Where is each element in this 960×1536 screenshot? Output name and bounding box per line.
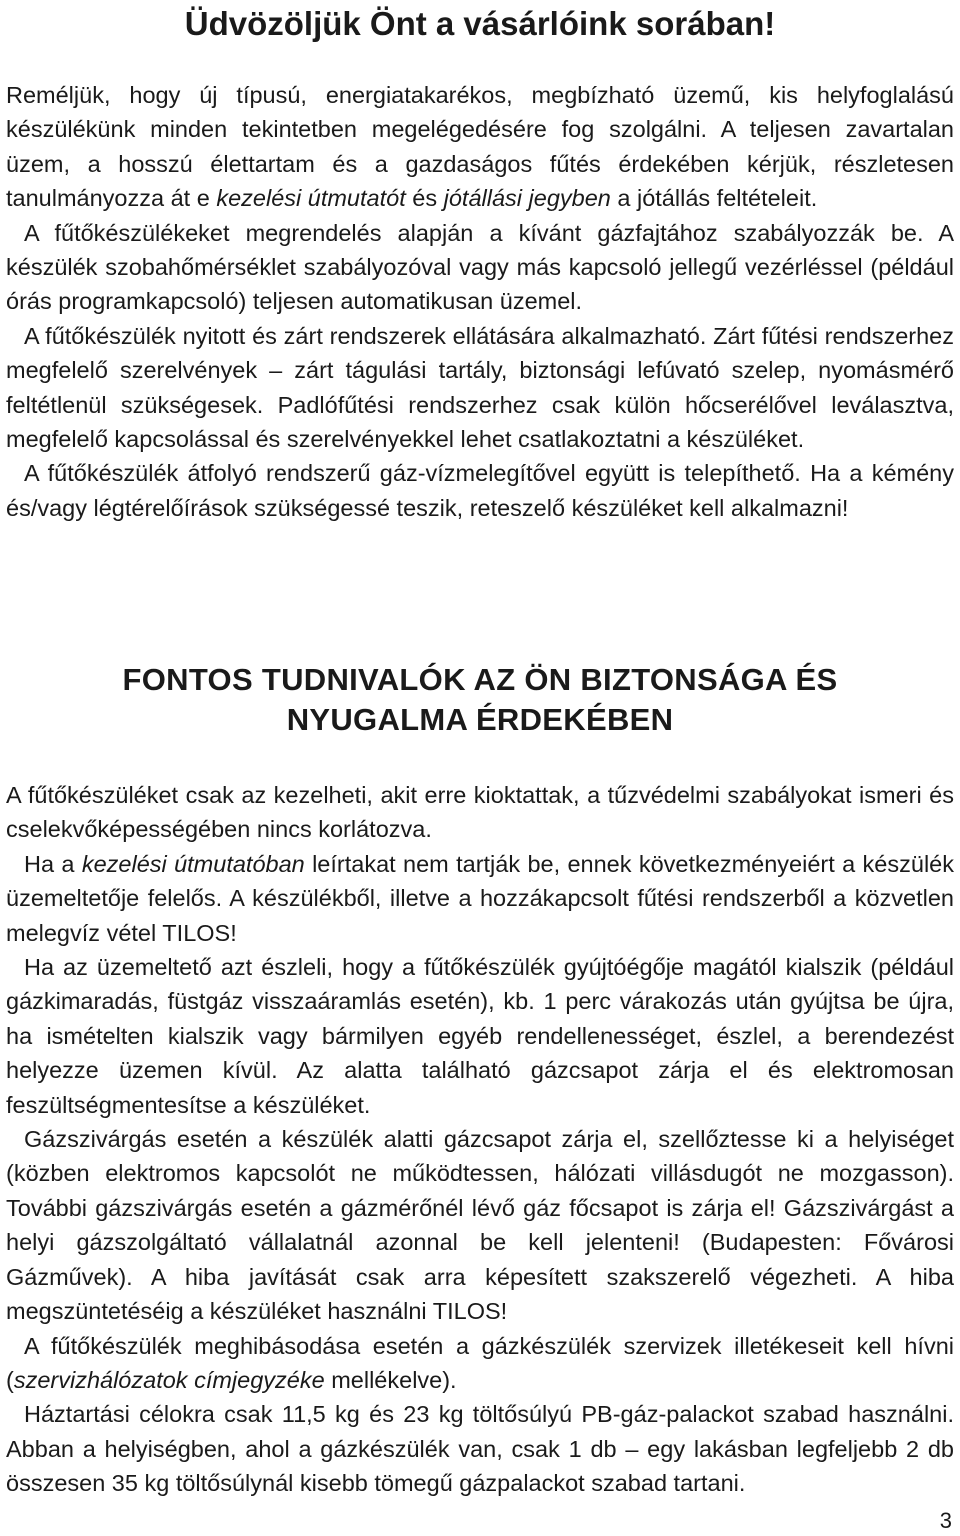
service-text-2: mellékelve).	[324, 1366, 457, 1393]
safety-paragraph-gas-leak: Gázszivárgás esetén a készülék alatti gázcsapot zárja el, szellőztesse ki a helyiséget (közben elektromos kapcsolót ne működtessen, hálózati villásdugót ne mozgasson). További gázszivárgás esetén a gázmérőnél lévő gáz főcsapot is zárja el! Gázszivárgást a helyi gázszolgáltató vállalatnál azonnal be kell jelenteni! (Budapesten: Fővárosi Gázművek). A hiba javítását csak arra képesített szakszerelő végezheti. A hiba megszüntetéséig a készüléket használni TILOS!	[6, 1126, 954, 1325]
safety-paragraph-liability	[6, 847, 954, 950]
manual-reference-2: kezelési útmutatóban	[81, 850, 305, 877]
intro-text-1: Reméljük, hogy új típusú, energiatakarékos, megbízható üzemű, kis helyfoglalású készülékünk minden tekintetben megelégedésére fog szolgálni. A teljesen zavartalan üzem, a hosszú élettartam és a gazdaságos fűtés érdekében kérjük, részletesen tanulmányozza át e	[6, 82, 954, 212]
page-number: 3	[939, 1508, 952, 1533]
manual-reference: kezelési útmutatót	[216, 185, 406, 212]
intro-text-3: a jótállás feltételeit.	[610, 185, 818, 212]
service-directory-reference: szervizhálózatok címjegyzéke	[13, 1366, 325, 1393]
safety-paragraph-service	[6, 1329, 954, 1398]
intro-text-2: és	[405, 185, 444, 212]
intro-paragraph-water-heater: A fűtőkészülék átfolyó rendszerű gáz-vízmelegítővel együtt is telepíthető. Ha a kémény és/vagy légtérelőírások szükségessé teszik, reteszelő készüléket kell alkalmazni!	[6, 460, 954, 521]
safety-heading	[0, 660, 960, 740]
page-title: Üdvözöljük Önt a vásárlóink sorában!	[184, 5, 776, 42]
safety-paragraph-gas-cylinder: Háztartási célokra csak 11,5 kg és 23 kg töltősúlyú PB-gáz-palackot szabad használni. Abban a helyiségben, ahol a gázkészülék van, csak 1 db – egy lakásban legfeljebb 2 db összesen 35 kg töltősúlynál kisebb tömegű gázpalackot szabad tartani.	[6, 1401, 954, 1497]
service-text-1: A fűtőkészülék meghibásodása esetén a gázkészülék szervizek illetékeseit kell hívni (	[6, 1332, 954, 1393]
intro-paragraph-systems: A fűtőkészülék nyitott és zárt rendszerek ellátására alkalmazható. Zárt fűtési rendszerhez megfelelő szerelvények – zárt tágulási tartály, biztonsági lefúvató szelep, nyomásmérő feltétlenül szükségesek. Padlófűtési rendszerhez csak külön hőcserélővel leválasztva, megfelelő kapcsolással és szerelvényekkel lehet csatlakoztatni a készüléket.	[6, 322, 954, 453]
safety-heading-line-2: NYUGALMA ÉRDEKÉBEN	[286, 702, 674, 737]
safety-paragraph-operator: A fűtőkészüléket csak az kezelheti, akit erre kioktattak, a tűzvédelmi szabályokat ismeri és cselekvőképességében nincs korlátozva.	[6, 782, 954, 843]
safety-section	[6, 778, 954, 1501]
intro-section	[6, 78, 954, 525]
liability-text-2: leírtakat nem tartják be, ennek következményeiért a készülék üzemeltetője felelős. A készülékből, illetve a hozzákapcsolt fűtési rendszerből a közvetlen melegvíz vétel TILOS!	[6, 850, 954, 946]
safety-heading-line-1: FONTOS TUDNIVALÓK AZ ÖN BIZTONSÁGA ÉS	[122, 662, 838, 697]
safety-paragraph-pilot-flame: Ha az üzemeltető azt észleli, hogy a fűtőkészülék gyújtóégője magától kialszik (például gázkimaradás, füstgáz visszaáramlás esetén), kb. 1 perc várakozás után gyújtsa be újra, ha ismételten kialszik vagy bármilyen egyéb rendellenességet, észlel, a berendezést helyezze üzemen kívül. Az alatta található gázcsapot zárja el és elektromosan feszültségmentesítse a készüléket.	[6, 954, 954, 1118]
liability-text-1: Ha a	[24, 850, 82, 877]
intro-paragraph-gas-type: A fűtőkészülékeket megrendelés alapján a kívánt gázfajtához szabályozzák be. A készülék szobahőmérséklet szabályozóval vagy más kapcsoló jellegű vezérléssel (például órás programkapcsoló) teljesen automatikusan üzemel.	[6, 219, 954, 315]
warranty-reference: jótállási jegyben	[443, 185, 611, 212]
intro-paragraph-welcome	[6, 78, 954, 216]
